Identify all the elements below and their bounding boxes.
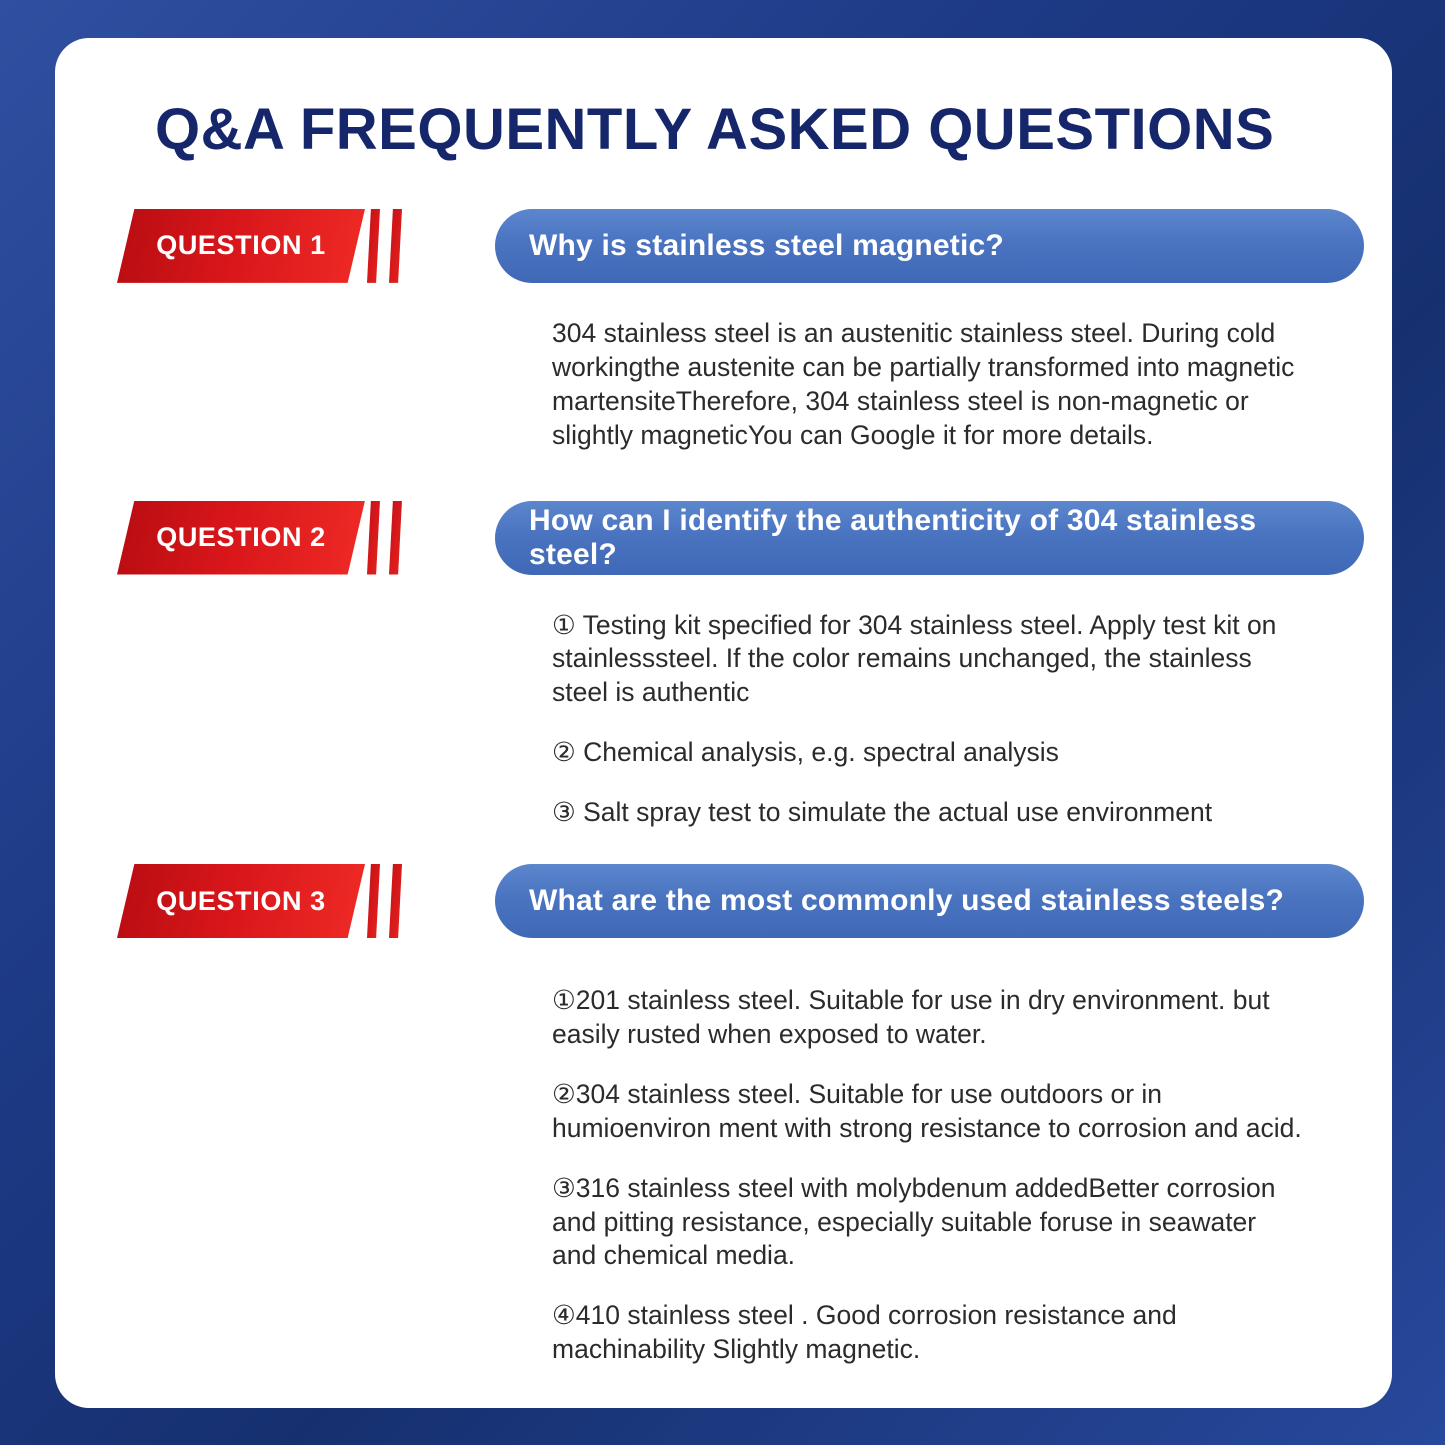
question-text-2: How can I identify the authenticity of 304 stainless steel? [529,503,1257,571]
answer-block-2 [55,609,1392,831]
answer-paragraph: ③316 stainless steel with molybdenum addedBetter corrosion and pitting resistance, especially suitable foruse in seawater and chemical media. [552,1172,1276,1271]
faq-item-1 [55,209,1392,453]
faq-header-1 [55,209,1392,283]
answer-paragraph: ③ Salt spray test to simulate the actual use environment [552,797,1213,828]
page-title: Q&A FREQUENTLY ASKED QUESTIONS [155,97,1275,162]
slash-icon [389,864,402,938]
question-badge-3 [117,864,447,938]
answer-paragraph: ② Chemical analysis, e.g. spectral analysis [552,737,1059,768]
faq-header-3 [55,864,1392,938]
answer-paragraph: ④410 stainless steel . Good corrosion resistance and machinability Slightly magnetic. [552,1300,1177,1365]
slash-icon [367,864,380,938]
badge-label-3: QUESTION 3 [156,885,326,916]
faq-card [55,38,1392,1408]
slash-icon [367,209,380,283]
badge-label-1: QUESTION 1 [156,230,326,261]
question-badge-1 [117,209,447,283]
slash-icon [389,501,402,575]
answer-paragraph: ②304 stainless steel. Suitable for use outdoors or in humioenviron ment with strong resistance to corrosion and acid. [552,1078,1302,1143]
answer-paragraph: 304 stainless steel is an austenitic stainless steel. During cold workingthe austenite can be partially transformed into magnetic martensiteTherefore, 304 stainless steel is non-magnetic or slightly magneticYou can Google it for more details. [552,317,1295,450]
question-pill-1[interactable] [495,209,1364,283]
answer-paragraph: ①201 stainless steel. Suitable for use in dry environment. but easily rusted when exposed to water. [552,985,1270,1049]
answer-block-3 [55,984,1392,1367]
faq-item-2 [55,501,1392,831]
faq-item-3 [55,864,1392,1367]
question-pill-2[interactable] [495,501,1364,575]
answer-block-1 [55,317,1392,453]
question-pill-3[interactable] [495,864,1364,938]
question-text-3: What are the most commonly used stainless steels? [529,884,1285,918]
question-text-1: Why is stainless steel magnetic? [529,228,1004,262]
badge-label-2: QUESTION 2 [156,522,326,553]
question-badge-2 [117,501,447,575]
slash-icon [389,209,402,283]
answer-paragraph: ① Testing kit specified for 304 stainless steel. Apply test kit on stainlesssteel. If the color remains unchanged, the stainless steel is authentic [552,609,1277,708]
slash-icon [367,501,380,575]
faq-header-2 [55,501,1392,575]
